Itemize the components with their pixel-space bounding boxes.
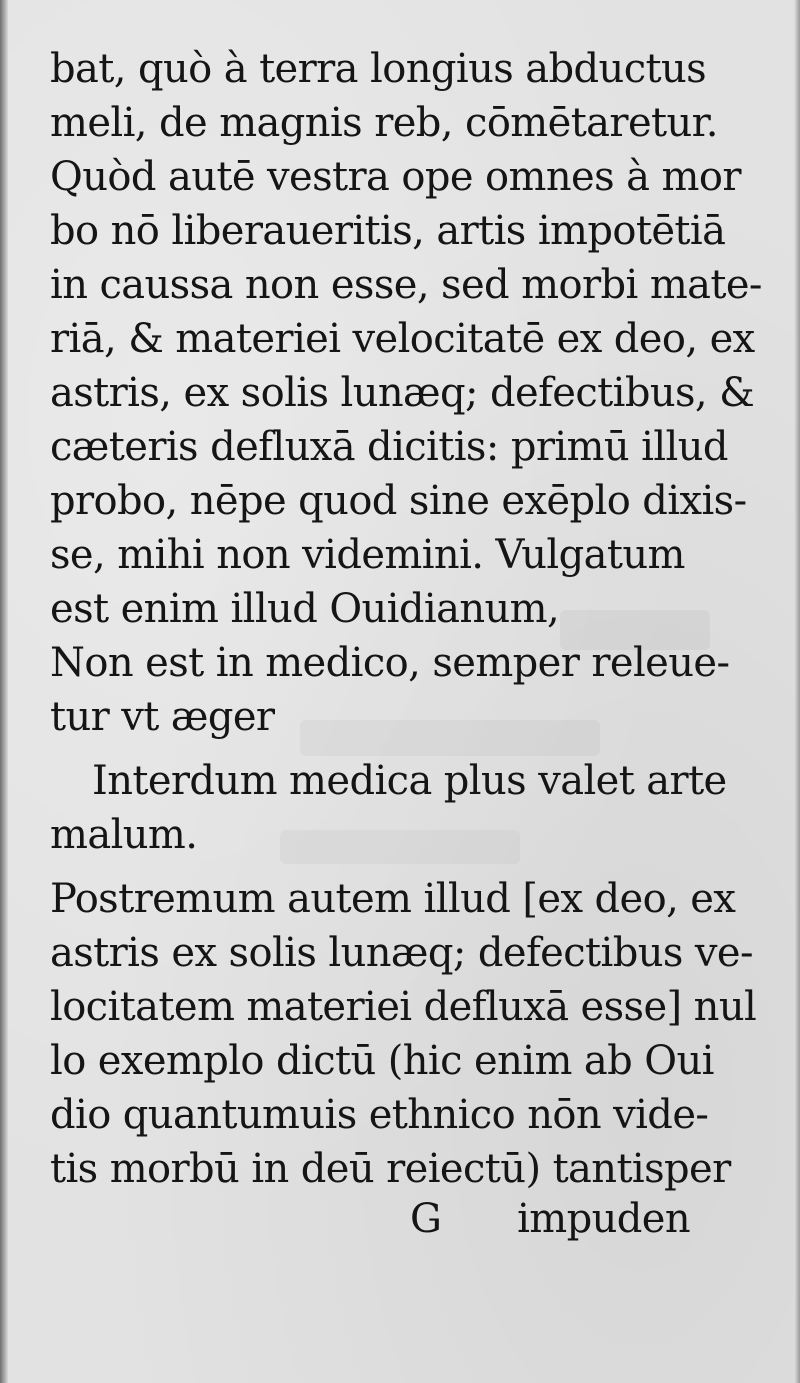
text-line: tis morbū in deū reiectū) tantisper — [50, 1146, 731, 1192]
text-line: cæteris defluxā dicitis: primū illud — [50, 424, 728, 470]
text-line: riā, & materiei velocitatē ex deo, ex — [50, 316, 755, 362]
signature-mark: G — [410, 1196, 442, 1242]
text-line: Quòd autē vestra ope omnes à mor — [50, 154, 741, 200]
verse-line: malum. — [50, 812, 198, 858]
text-line: astris ex solis lunæq; defectibus ve- — [50, 930, 753, 976]
text-line: in caussa non esse, sed morbi mate- — [50, 262, 762, 308]
text-line: lo exemplo dictū (hic enim ab Oui — [50, 1038, 714, 1084]
page-footer — [50, 1196, 690, 1250]
text-line: dio quantumuis ethnico nōn vide- — [50, 1092, 709, 1138]
verse-line: Non est in medico, semper releue- — [50, 640, 730, 686]
catchword: impuden — [517, 1196, 690, 1242]
page-right-edge — [794, 0, 800, 1383]
page-left-edge — [0, 0, 8, 1383]
body-text — [50, 42, 762, 1196]
text-line: est enim illud Ouidianum, — [50, 586, 560, 632]
text-line: meli, de magnis reb, cōmētaretur. — [50, 100, 718, 146]
text-line: astris, ex solis lunæq; defectibus, & — [50, 370, 755, 416]
verse-line: tur vt æger — [50, 694, 275, 740]
text-line: locitatem materiei defluxā esse] nul — [50, 984, 757, 1030]
text-line: probo, nēpe quod sine exēplo dixis- — [50, 478, 747, 524]
text-line: bat, quò à terra longius abductus — [50, 46, 707, 92]
verse-line: Interdum medica plus valet arte — [92, 758, 727, 804]
text-line: se, mihi non videmini. Vulgatum — [50, 532, 685, 578]
text-line: bo nō liberaueritis, artis impotētiā — [50, 208, 726, 254]
text-line: Postremum autem illud [ex deo, ex — [50, 876, 736, 922]
